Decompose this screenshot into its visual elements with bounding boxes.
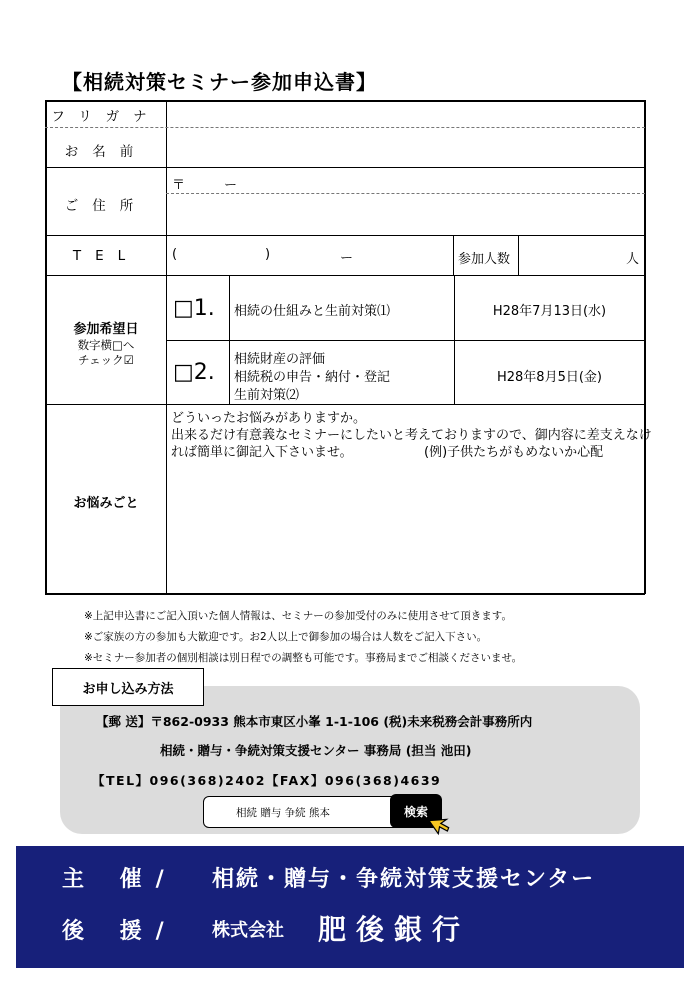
sponsor-banner	[16, 846, 684, 968]
option-1-title: 相続の仕組みと生前対策⑴	[234, 304, 391, 319]
worry-label: お悩みごと	[73, 496, 139, 511]
count-label: 参加人数	[458, 252, 511, 267]
sponsor-bank-name: 肥後銀行	[318, 913, 471, 946]
option-2-title-line1: 相続財産の評価	[234, 352, 326, 367]
address-label: ご住所	[64, 198, 148, 214]
worry-field[interactable]	[167, 460, 644, 592]
date-help-line1: 数字横□へ	[77, 338, 135, 352]
option-2-title-line3: 生前対策⑵	[234, 388, 300, 403]
tel-open-paren: (	[172, 247, 178, 262]
option-2-date: H28年8月5日(金)	[496, 370, 602, 385]
name-field[interactable]	[167, 128, 644, 167]
worry-example: (例)子供たちがもめないか心配	[424, 445, 604, 460]
option-2-title-line2: 相続税の申告・納付・登記	[234, 370, 391, 385]
tel-field[interactable]	[167, 236, 452, 275]
search-button[interactable]: 検索	[390, 794, 442, 828]
note-family: ※ご家族の方の参加も大歓迎です。お2人以上で御参加の場合は人数をご記入下さい。	[84, 631, 488, 643]
tel-close-paren: )	[265, 247, 271, 262]
organizer-label: 主 催/	[62, 867, 178, 892]
sponsor-label: 後 援/	[62, 919, 178, 944]
apply-heading: お申し込み方法	[52, 668, 204, 706]
option-1-checkbox[interactable]: □1.	[173, 296, 215, 321]
search-keywords: 相続 贈与 争続 熊本	[236, 807, 331, 819]
organizer-name: 相続・贈与・争続対策支援センター	[212, 867, 596, 892]
address-field[interactable]	[167, 168, 644, 234]
worry-instruction-line2: れば簡単に御記入下さいませ。	[171, 445, 353, 460]
postal-dash: ー	[224, 178, 238, 193]
tel-dash: ー	[340, 251, 354, 266]
phone-fax: 【TEL】096(368)2402【FAX】096(368)4639	[92, 773, 442, 788]
worry-instruction-line1: 出来るだけ有意義なセミナーにしたいと考えておりますので、御内容に差支えなけ	[171, 428, 652, 443]
name-label: お名前	[64, 144, 148, 160]
furigana-label: フリガナ	[51, 109, 161, 125]
worry-prompt: どういったお悩みがありますか。	[171, 411, 367, 426]
tel-label: TEL	[72, 248, 140, 264]
count-field[interactable]	[519, 236, 619, 275]
option-2-checkbox[interactable]: □2.	[173, 360, 215, 385]
sponsor-company-type: 株式会社	[212, 920, 284, 941]
mail-address: 【郵 送】〒862-0933 熊本市東区小峯 1-1-106 (税)未来税務会計事務所内	[96, 714, 533, 729]
date-label: 参加希望日	[73, 322, 139, 337]
page-title: 【相続対策セミナー参加申込書】	[62, 70, 377, 94]
office-name: 相続・贈与・争続対策支援センター 事務局 (担当 池田)	[160, 743, 472, 758]
date-help-line2: チェック☑	[78, 353, 134, 367]
count-unit: 人	[626, 252, 640, 267]
option-1-date: H28年7月13日(水)	[492, 304, 607, 319]
furigana-field[interactable]	[167, 101, 644, 127]
note-consultation: ※セミナー参加者の個別相談は別日程での調整も可能です。事務局までご相談くださいませ。	[84, 652, 523, 664]
postal-mark: 〒	[172, 178, 186, 193]
note-privacy: ※上記申込書にご記入頂いた個人情報は、セミナーの参加受付のみに使用させて頂きます。	[84, 610, 512, 622]
cursor-pointer-icon	[430, 812, 456, 836]
